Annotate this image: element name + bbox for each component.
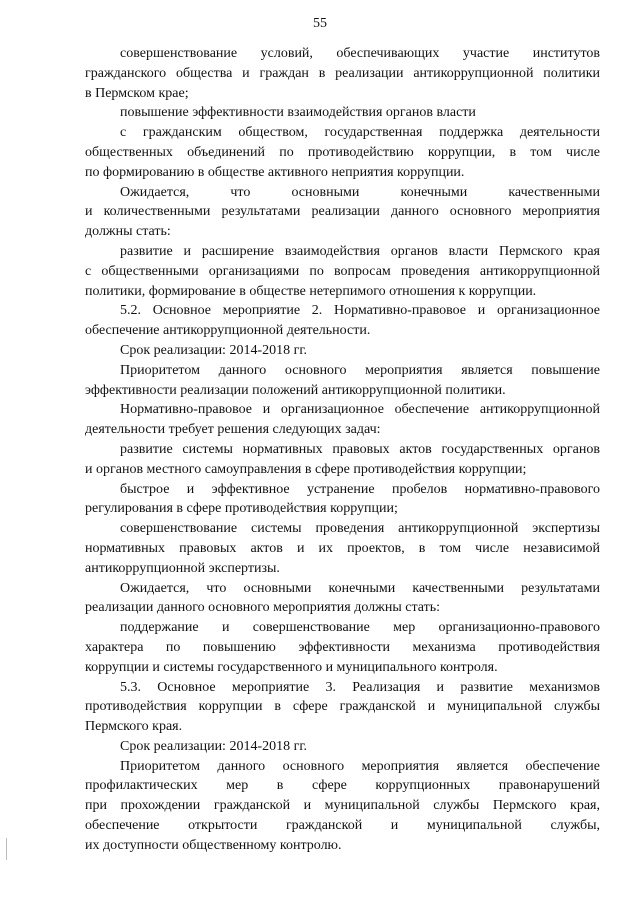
text-line: обеспечение открытости гражданской и муниципальной службы, <box>85 818 600 834</box>
paragraph <box>85 519 600 578</box>
text-line: коррупции и системы государственного и муниципального контроля. <box>85 659 498 675</box>
text-line: Приоритетом данного основного мероприятия является обеспечение <box>120 758 600 774</box>
paragraph <box>85 400 600 440</box>
text-line: противодействия коррупции в сфере гражданской и муниципальной службы <box>85 699 600 715</box>
text-line: обеспечение антикоррупционной деятельности. <box>85 323 371 339</box>
paragraph <box>85 579 600 619</box>
text-line: с гражданским обществом, государственная поддержка деятельности <box>120 125 600 141</box>
paragraph <box>85 480 600 520</box>
text-line: повышение эффективности взаимодействия органов власти <box>120 105 476 121</box>
text-line: Срок реализации: 2014-2018 гг. <box>120 342 308 358</box>
text-line: Приоритетом данного основного мероприятия является повышение <box>120 362 600 378</box>
paragraph <box>85 183 600 242</box>
scan-margin-mark <box>6 838 7 860</box>
text-line: политики, формирование в обществе нетерпимого отношения к коррупции. <box>85 283 537 299</box>
paragraph <box>85 44 600 103</box>
page-number: 55 <box>313 16 327 31</box>
paragraph <box>85 618 600 677</box>
paragraph <box>85 737 600 757</box>
paragraph <box>85 301 600 341</box>
paragraph <box>85 242 600 301</box>
text-line: нормативных правовых актов и их проектов, в том числе независимой <box>85 540 600 556</box>
text-line: профилактических мер в сфере коррупционных правонарушений <box>85 778 600 794</box>
text-line: развитие системы нормативных правовых актов государственных органов <box>120 441 600 457</box>
text-line: эффективности реализации положений антикоррупционной политики. <box>85 382 506 398</box>
text-line: поддержание и совершенствование мер организационно-правового <box>120 620 600 636</box>
text-line: Ожидается, что основными конечными качественными результатами <box>120 580 600 596</box>
paragraph <box>85 757 600 856</box>
text-line: совершенствование условий, обеспечивающих участие институтов <box>120 46 600 61</box>
paragraph <box>85 440 600 480</box>
text-line: Пермского края. <box>85 719 183 735</box>
text-line: развитие и расширение взаимодействия органов власти Пермского края <box>120 243 600 259</box>
text-line: в Пермском крае; <box>85 85 189 101</box>
text-line: их доступности общественному контролю. <box>85 837 342 853</box>
text-line: Срок реализации: 2014-2018 гг. <box>120 738 308 754</box>
text-line: быстрое и эффективное устранение пробелов нормативно-правового <box>120 481 600 497</box>
text-line: должны стать: <box>85 224 171 240</box>
text-line: общественных объединений по противодействию коррупции, в том числе <box>85 144 600 160</box>
text-line: гражданского общества и граждан в реализации антикоррупционной политики <box>85 65 600 81</box>
text-line: по формированию в обществе активного неприятия коррупции. <box>85 164 465 180</box>
paragraph <box>85 341 600 361</box>
text-line: антикоррупционной экспертизы. <box>85 560 280 576</box>
paragraph <box>85 361 600 401</box>
document-body <box>85 44 600 856</box>
text-line: деятельности требует решения следующих задач: <box>85 422 381 438</box>
paragraph <box>85 123 600 182</box>
text-line: 5.3. Основное мероприятие 3. Реализация и развитие механизмов <box>120 679 600 695</box>
text-line: регулирования в сфере противодействия коррупции; <box>85 501 398 517</box>
text-line: 5.2. Основное мероприятие 2. Нормативно-правовое и организационное <box>120 303 600 319</box>
text-line: совершенствование системы проведения антикоррупционной экспертизы <box>120 521 600 537</box>
text-line: Нормативно-правовое и организационное обеспечение антикоррупционной <box>120 402 600 418</box>
text-line: характера по повышению эффективности механизма противодействия <box>85 639 600 655</box>
text-line: и органов местного самоуправления в сфере противодействия коррупции; <box>85 461 527 477</box>
text-line: и количественными результатами реализации данного основного мероприятия <box>85 204 600 220</box>
text-line: Ожидается, что основными конечными качественными <box>120 184 600 200</box>
paragraph <box>85 678 600 737</box>
text-line: с общественными организациями по вопросам проведения антикоррупционной <box>85 263 600 279</box>
text-line: реализации данного основного мероприятия должны стать: <box>85 600 440 616</box>
text-line: при прохождении гражданской и муниципальной службы Пермского края, <box>85 798 600 814</box>
paragraph <box>85 103 600 123</box>
